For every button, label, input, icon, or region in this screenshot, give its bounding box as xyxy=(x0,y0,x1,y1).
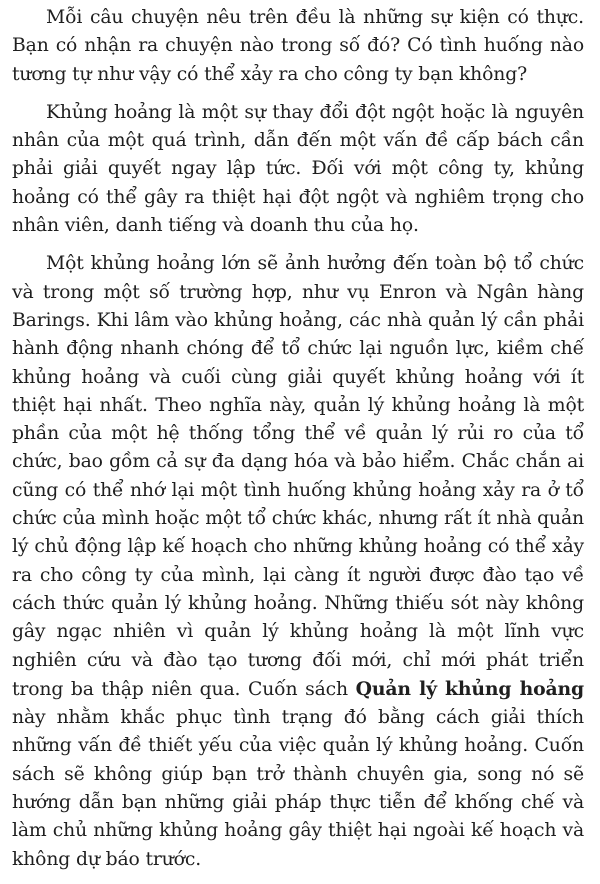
paragraph-3-text-before: Một khủng hoảng lớn sẽ ảnh hưởng đến toàn bộ tổ chức và trong một số trường hợp, như vụ Enron và Ngân hàng Barings. Khi lâm vào khủng hoảng, các nhà quản lý cần phải hành động nhanh chóng để tổ chức lại nguồn lực, kiềm chế khủng hoảng và cuối cùng giải quyết khủng hoảng với ít thiệt hại nhất. Theo nghĩa này, quản lý khủng hoảng là một phần của một hệ thống tổng thể về quản lý rủi ro của tổ chức, bao gồm cả sự đa dạng hóa và bảo hiểm. Chắc chắn ai cũng có thể nhớ lại một tình huống khủng hoảng xảy ra ở tổ chức của mình hoặc một tổ chức khác, nhưng rất ít nhà quản lý chủ động lập kế hoạch cho những khủng hoảng có thể xảy ra cho công ty của mình, lại càng ít người được đào tạo về cách thức quản lý khủng hoảng. Những thiếu sót này không gây ngạc nhiên vì quản lý khủng hoảng là một lĩnh vực nghiên cứu và đào tạo tương đối mới, chỉ mới phát triển trong ba thập niên qua. Cuốn sách xyxy=(12,253,584,700)
paragraph-3 xyxy=(12,250,584,874)
paragraph-3-text-after: này nhằm khắc phục tình trạng đó bằng cách giải thích những vấn đề thiết yếu của việc quản lý khủng hoảng. Cuốn sách sẽ không giúp bạn trở thành chuyên gia, song nó sẽ hướng dẫn bạn những giải pháp thực tiễn để khống chế và làm chủ những khủng hoảng gây thiệt hại ngoài kế hoạch và không dự báo trước. xyxy=(12,707,584,870)
document-page xyxy=(12,4,584,884)
paragraph-1: Mỗi câu chuyện nêu trên đều là những sự kiện có thực. Bạn có nhận ra chuyện nào trong số đó? Có tình huống nào tương tự như vậy có thể xảy ra cho công ty bạn không? xyxy=(12,7,584,85)
book-title-bold: Quản lý khủng hoảng xyxy=(355,677,585,700)
paragraph-2: Khủng hoảng là một sự thay đổi đột ngột hoặc là nguyên nhân của một quá trình, dẫn đến một vấn đề cấp bách cần phải giải quyết ngay lập tức. Đối với một công ty, khủng hoảng có thể gây ra thiệt hại đột ngột và nghiêm trọng cho nhân viên, danh tiếng và doanh thu của họ. xyxy=(12,101,584,237)
